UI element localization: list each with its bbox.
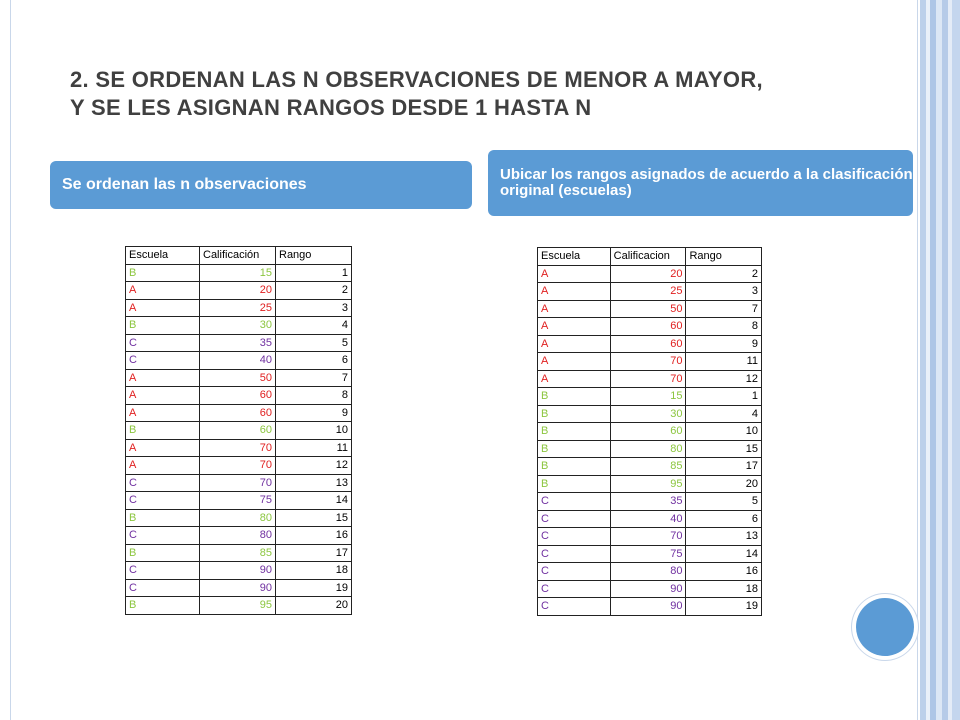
cell-escuela: C: [126, 352, 200, 370]
cell-calificacion: 90: [200, 579, 276, 597]
cell-calificacion: 20: [610, 265, 686, 283]
cell-escuela: A: [126, 457, 200, 475]
cell-escuela: A: [538, 370, 611, 388]
cell-escuela: B: [538, 423, 611, 441]
cell-calificacion: 90: [610, 598, 686, 616]
cell-calificacion: 75: [200, 492, 276, 510]
cell-calificacion: 80: [610, 563, 686, 581]
left-step-box: [50, 161, 472, 209]
cell-calificacion: 90: [200, 562, 276, 580]
cell-rango: 3: [276, 299, 352, 317]
cell-calificacion: 15: [200, 264, 276, 282]
cell-escuela: A: [538, 265, 611, 283]
cell-calificacion: 60: [200, 387, 276, 405]
cell-escuela: C: [538, 510, 611, 528]
cell-rango: 2: [686, 265, 762, 283]
cell-rango: 19: [276, 579, 352, 597]
header-rango: Rango: [686, 248, 762, 266]
cell-escuela: A: [538, 283, 611, 301]
slide-title: [70, 66, 763, 122]
table-row: [126, 317, 352, 335]
cell-calificacion: 85: [610, 458, 686, 476]
header-escuela: Escuela: [126, 247, 200, 265]
cell-rango: 20: [276, 597, 352, 615]
cell-escuela: A: [126, 387, 200, 405]
cell-calificacion: 25: [610, 283, 686, 301]
cell-calificacion: 50: [200, 369, 276, 387]
cell-escuela: A: [538, 300, 611, 318]
header-escuela: Escuela: [538, 248, 611, 266]
cell-rango: 13: [686, 528, 762, 546]
cell-rango: 15: [686, 440, 762, 458]
cell-rango: 15: [276, 509, 352, 527]
table-row: [538, 300, 762, 318]
table-row: [126, 422, 352, 440]
cell-calificacion: 60: [200, 422, 276, 440]
table-row: [126, 404, 352, 422]
table-row: [538, 265, 762, 283]
cell-escuela: B: [126, 597, 200, 615]
cell-calificacion: 75: [610, 545, 686, 563]
cell-rango: 3: [686, 283, 762, 301]
cell-calificacion: 70: [610, 353, 686, 371]
table-row: [538, 458, 762, 476]
cell-calificacion: 70: [200, 474, 276, 492]
table-row: [126, 579, 352, 597]
cell-rango: 9: [686, 335, 762, 353]
cell-rango: 8: [276, 387, 352, 405]
cell-rango: 4: [276, 317, 352, 335]
cell-rango: 7: [686, 300, 762, 318]
cell-escuela: B: [126, 509, 200, 527]
cell-calificacion: 80: [610, 440, 686, 458]
cell-escuela: B: [538, 440, 611, 458]
cell-rango: 10: [686, 423, 762, 441]
cell-calificacion: 80: [200, 509, 276, 527]
cell-calificacion: 95: [610, 475, 686, 493]
cell-calificacion: 50: [610, 300, 686, 318]
cell-calificacion: 40: [610, 510, 686, 528]
cell-calificacion: 80: [200, 527, 276, 545]
table-row: [126, 352, 352, 370]
header-rango: Rango: [276, 247, 352, 265]
cell-rango: 17: [276, 544, 352, 562]
cell-rango: 14: [686, 545, 762, 563]
cell-rango: 5: [276, 334, 352, 352]
right-step-label: Ubicar los rangos asignados de acuerdo a la clasificación original (escuelas): [500, 166, 913, 199]
table-row: [538, 510, 762, 528]
cell-escuela: B: [538, 458, 611, 476]
cell-rango: 11: [686, 353, 762, 371]
cell-calificacion: 20: [200, 282, 276, 300]
table-row: [538, 353, 762, 371]
table-row: [538, 440, 762, 458]
table-header-row: [126, 247, 352, 265]
table-row: [538, 598, 762, 616]
cell-calificacion: 30: [610, 405, 686, 423]
cell-escuela: C: [126, 527, 200, 545]
cell-calificacion: 70: [610, 370, 686, 388]
table-row: [126, 527, 352, 545]
cell-escuela: C: [538, 563, 611, 581]
decorative-side-stripes: [918, 0, 960, 720]
cell-calificacion: 60: [610, 318, 686, 336]
cell-escuela: B: [126, 544, 200, 562]
cell-calificacion: 40: [200, 352, 276, 370]
table-row: [538, 283, 762, 301]
cell-rango: 17: [686, 458, 762, 476]
table-row: [126, 509, 352, 527]
table-row: [126, 474, 352, 492]
cell-escuela: A: [538, 318, 611, 336]
table-row: [538, 580, 762, 598]
cell-rango: 16: [276, 527, 352, 545]
cell-rango: 2: [276, 282, 352, 300]
cell-escuela: C: [538, 493, 611, 511]
cell-rango: 7: [276, 369, 352, 387]
cell-escuela: C: [538, 580, 611, 598]
table-row: [126, 562, 352, 580]
table-row: [538, 318, 762, 336]
header-calificacion: Calificacion: [610, 248, 686, 266]
cell-escuela: A: [538, 353, 611, 371]
cell-rango: 6: [686, 510, 762, 528]
cell-escuela: A: [126, 439, 200, 457]
cell-escuela: C: [126, 492, 200, 510]
cell-rango: 11: [276, 439, 352, 457]
table-row: [126, 544, 352, 562]
cell-escuela: A: [538, 335, 611, 353]
table-row: [538, 423, 762, 441]
cell-escuela: C: [126, 562, 200, 580]
cell-rango: 13: [276, 474, 352, 492]
ranks-by-school-table: [537, 247, 762, 616]
cell-escuela: A: [126, 404, 200, 422]
cell-escuela: C: [126, 334, 200, 352]
table-row: [538, 370, 762, 388]
slide-title-line-1: 2. SE ORDENAN LAS N OBSERVACIONES DE MENOR A MAYOR,: [70, 67, 763, 92]
table-header-row: [538, 248, 762, 266]
cell-calificacion: 60: [200, 404, 276, 422]
table-row: [538, 388, 762, 406]
cell-escuela: C: [538, 545, 611, 563]
table-row: [538, 563, 762, 581]
cell-calificacion: 35: [200, 334, 276, 352]
sorted-observations-table: [125, 246, 352, 615]
cell-calificacion: 30: [200, 317, 276, 335]
cell-escuela: B: [538, 475, 611, 493]
table-row: [126, 369, 352, 387]
cell-escuela: C: [538, 528, 611, 546]
cell-rango: 12: [686, 370, 762, 388]
cell-rango: 1: [686, 388, 762, 406]
header-calificacion: Calificación: [200, 247, 276, 265]
cell-escuela: B: [538, 405, 611, 423]
cell-escuela: A: [126, 299, 200, 317]
cell-calificacion: 15: [610, 388, 686, 406]
cell-escuela: B: [126, 422, 200, 440]
cell-rango: 20: [686, 475, 762, 493]
cell-calificacion: 70: [200, 457, 276, 475]
right-step-box: [488, 150, 913, 216]
table-row: [126, 492, 352, 510]
cell-rango: 4: [686, 405, 762, 423]
left-step-label: Se ordenan las n observaciones: [62, 176, 307, 193]
cell-calificacion: 35: [610, 493, 686, 511]
table-row: [126, 282, 352, 300]
cell-rango: 18: [276, 562, 352, 580]
cell-escuela: A: [126, 282, 200, 300]
cell-rango: 5: [686, 493, 762, 511]
cell-rango: 10: [276, 422, 352, 440]
table-row: [126, 387, 352, 405]
cell-escuela: C: [538, 598, 611, 616]
table-row: [126, 457, 352, 475]
cell-calificacion: 70: [610, 528, 686, 546]
table-row: [538, 335, 762, 353]
cell-calificacion: 90: [610, 580, 686, 598]
cell-rango: 9: [276, 404, 352, 422]
table-row: [126, 597, 352, 615]
cell-calificacion: 60: [610, 335, 686, 353]
table-row: [538, 405, 762, 423]
table-row: [538, 475, 762, 493]
decorative-circle: [856, 598, 914, 656]
cell-escuela: B: [126, 264, 200, 282]
table-row: [126, 439, 352, 457]
cell-rango: 19: [686, 598, 762, 616]
table-row: [126, 264, 352, 282]
cell-escuela: C: [126, 579, 200, 597]
cell-rango: 1: [276, 264, 352, 282]
cell-escuela: B: [538, 388, 611, 406]
cell-escuela: C: [126, 474, 200, 492]
slide-title-line-2: Y SE LES ASIGNAN RANGOS DESDE 1 HASTA N: [70, 95, 592, 120]
cell-calificacion: 25: [200, 299, 276, 317]
cell-rango: 12: [276, 457, 352, 475]
table-row: [538, 545, 762, 563]
cell-escuela: B: [126, 317, 200, 335]
cell-escuela: A: [126, 369, 200, 387]
cell-rango: 18: [686, 580, 762, 598]
cell-calificacion: 95: [200, 597, 276, 615]
cell-rango: 16: [686, 563, 762, 581]
table-row: [126, 299, 352, 317]
cell-calificacion: 60: [610, 423, 686, 441]
table-row: [126, 334, 352, 352]
table-row: [538, 493, 762, 511]
cell-rango: 8: [686, 318, 762, 336]
cell-calificacion: 85: [200, 544, 276, 562]
cell-rango: 6: [276, 352, 352, 370]
cell-calificacion: 70: [200, 439, 276, 457]
table-row: [538, 528, 762, 546]
cell-rango: 14: [276, 492, 352, 510]
